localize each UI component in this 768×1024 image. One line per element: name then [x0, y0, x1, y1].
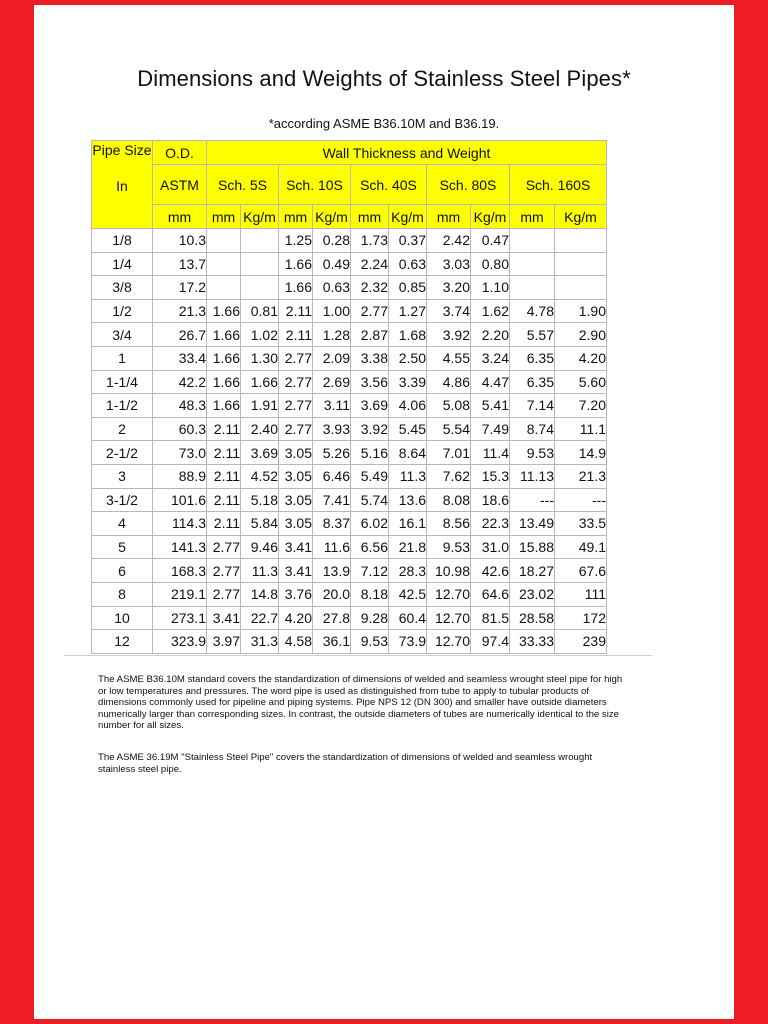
units-row [92, 205, 607, 229]
table-cell [207, 276, 241, 300]
table-cell: 1.66 [207, 346, 241, 370]
table-cell [555, 276, 607, 300]
pipe-size-cell: 1/8 [92, 229, 153, 253]
table-cell: 2.77 [279, 417, 313, 441]
table-cell: 2.11 [207, 512, 241, 536]
table-cell: 273.1 [153, 606, 207, 630]
table-cell: 2.69 [313, 370, 351, 394]
table-cell: 1.66 [241, 370, 279, 394]
table-cell: 3.56 [351, 370, 389, 394]
sch40s-header: Sch. 40S [351, 165, 427, 205]
table-cell [241, 252, 279, 276]
table-cell: 0.49 [313, 252, 351, 276]
table-cell: 13.7 [153, 252, 207, 276]
table-cell: 11.3 [241, 559, 279, 583]
table-cell: 7.12 [351, 559, 389, 583]
unit-header-cell: mm [351, 205, 389, 229]
table-cell: 2.40 [241, 417, 279, 441]
table-cell: 73.0 [153, 441, 207, 465]
sch10s-header: Sch. 10S [279, 165, 351, 205]
table-cell: 11.3 [389, 464, 427, 488]
table-cell: 8.64 [389, 441, 427, 465]
table-cell: 18.27 [510, 559, 555, 583]
paragraph-b36-10m: The ASME B36.10M standard covers the standardization of dimensions of welded and seamless wrought steel pipe for high or low temperatures and pressures. The word pipe is used as distinguished from tube to apply to tubular products of dimensions commonly used for pipeline and piping systems. Pipe NPS 12 (DN 300) and smaller have outside diameters numerically larger than corresponding sizes. In contrast, the outside diameters of tubes are numerically identical to the size number for all sizes. [98, 674, 623, 732]
table-row [92, 276, 607, 300]
table-cell: 0.80 [471, 252, 510, 276]
table-cell: 5.60 [555, 370, 607, 394]
table-cell: 4.58 [279, 630, 313, 654]
table-cell: 13.49 [510, 512, 555, 536]
unit-header-cell: Kg/m [389, 205, 427, 229]
table-cell: 88.9 [153, 464, 207, 488]
table-cell: 0.81 [241, 299, 279, 323]
table-cell: 3.92 [351, 417, 389, 441]
table-cell: 3.05 [279, 488, 313, 512]
table-cell: 1.28 [313, 323, 351, 347]
pipe-size-header: Pipe Size In [92, 141, 153, 229]
table-cell: 31.3 [241, 630, 279, 654]
table-cell: 2.11 [207, 488, 241, 512]
table-cell: 172 [555, 606, 607, 630]
pipe-size-cell: 1-1/4 [92, 370, 153, 394]
table-row [92, 229, 607, 253]
table-cell: 1.68 [389, 323, 427, 347]
table-cell: 5.41 [471, 394, 510, 418]
table-cell: 2.11 [279, 299, 313, 323]
table-row [92, 582, 607, 606]
pipe-size-cell: 2-1/2 [92, 441, 153, 465]
table-cell: 97.4 [471, 630, 510, 654]
table-cell: 3.20 [427, 276, 471, 300]
table-cell: 7.49 [471, 417, 510, 441]
table-cell: 1.25 [279, 229, 313, 253]
table-cell: 2.77 [351, 299, 389, 323]
table-cell: 2.77 [207, 535, 241, 559]
pipe-size-cell: 10 [92, 606, 153, 630]
unit-header-cell: mm [207, 205, 241, 229]
pipe-size-cell: 4 [92, 512, 153, 536]
table-cell: 1.66 [279, 276, 313, 300]
table-cell: 8.18 [351, 582, 389, 606]
table-cell: 42.2 [153, 370, 207, 394]
table-cell: 5.45 [389, 417, 427, 441]
table-cell: 1.00 [313, 299, 351, 323]
table-cell: 81.5 [471, 606, 510, 630]
table-cell: 10.98 [427, 559, 471, 583]
table-cell: 3.41 [279, 535, 313, 559]
table-cell: 6.35 [510, 370, 555, 394]
table-cell: 2.09 [313, 346, 351, 370]
table-row [92, 441, 607, 465]
table-row [92, 370, 607, 394]
table-row [92, 346, 607, 370]
table-cell: 33.5 [555, 512, 607, 536]
table-cell: 2.24 [351, 252, 389, 276]
table-cell: 9.53 [510, 441, 555, 465]
table-cell: 1.62 [471, 299, 510, 323]
unit-header-cell: Kg/m [313, 205, 351, 229]
table-cell: 6.46 [313, 464, 351, 488]
table-cell: 33.4 [153, 346, 207, 370]
table-cell: 15.3 [471, 464, 510, 488]
table-cell: 0.47 [471, 229, 510, 253]
table-cell: 5.49 [351, 464, 389, 488]
table-cell: 8.08 [427, 488, 471, 512]
table-cell: 2.42 [427, 229, 471, 253]
table-cell: 48.3 [153, 394, 207, 418]
table-cell: 9.53 [351, 630, 389, 654]
table-cell: 49.1 [555, 535, 607, 559]
table-cell: 5.18 [241, 488, 279, 512]
table-row [92, 417, 607, 441]
table-cell: 3.05 [279, 512, 313, 536]
table-cell: 3.05 [279, 441, 313, 465]
table-cell: 4.20 [279, 606, 313, 630]
table-cell: 3.41 [207, 606, 241, 630]
table-cell: 2.77 [279, 394, 313, 418]
table-cell: 1.10 [471, 276, 510, 300]
table-cell: 101.6 [153, 488, 207, 512]
table-cell: 219.1 [153, 582, 207, 606]
table-cell: 0.28 [313, 229, 351, 253]
table-cell: 6.56 [351, 535, 389, 559]
table-cell: 323.9 [153, 630, 207, 654]
table-cell: 11.4 [471, 441, 510, 465]
table-cell: 5.74 [351, 488, 389, 512]
table-row [92, 559, 607, 583]
table-cell: 8.74 [510, 417, 555, 441]
table-cell: 7.41 [313, 488, 351, 512]
unit-header-cell: Kg/m [555, 205, 607, 229]
table-cell: 42.5 [389, 582, 427, 606]
pipe-size-cell: 1-1/2 [92, 394, 153, 418]
table-row [92, 394, 607, 418]
table-cell [510, 252, 555, 276]
table-cell: 3.76 [279, 582, 313, 606]
table-cell: 2.11 [279, 323, 313, 347]
table-cell: 20.0 [313, 582, 351, 606]
table-cell: 2.77 [279, 346, 313, 370]
table-cell: 3.97 [207, 630, 241, 654]
unit-header-cell: mm [153, 205, 207, 229]
table-cell: 239 [555, 630, 607, 654]
astm-header: ASTM [153, 165, 207, 205]
table-cell: 0.63 [389, 252, 427, 276]
table-cell: 12.70 [427, 606, 471, 630]
table-cell: 13.9 [313, 559, 351, 583]
table-cell [207, 229, 241, 253]
table-cell: 73.9 [389, 630, 427, 654]
table-cell: 1.90 [555, 299, 607, 323]
table-cell: 3.39 [389, 370, 427, 394]
pipe-size-cell: 3/4 [92, 323, 153, 347]
table-cell: 12.70 [427, 582, 471, 606]
table-cell: 8.56 [427, 512, 471, 536]
table-cell: 5.54 [427, 417, 471, 441]
table-row [92, 464, 607, 488]
table-cell: 13.6 [389, 488, 427, 512]
table-cell: 64.6 [471, 582, 510, 606]
table-cell: 9.28 [351, 606, 389, 630]
table-cell: 5.26 [313, 441, 351, 465]
pipe-size-cell: 3 [92, 464, 153, 488]
table-cell: 0.63 [313, 276, 351, 300]
unit-header-cell: mm [279, 205, 313, 229]
table-cell: 3.74 [427, 299, 471, 323]
table-cell: 4.78 [510, 299, 555, 323]
table-cell: 5.08 [427, 394, 471, 418]
table-cell [510, 229, 555, 253]
table-cell: 5.57 [510, 323, 555, 347]
table-cell: 7.01 [427, 441, 471, 465]
wall-thickness-header: Wall Thickness and Weight [207, 141, 607, 165]
table-cell: 2.32 [351, 276, 389, 300]
table-cell: 17.2 [153, 276, 207, 300]
table-cell: 3.24 [471, 346, 510, 370]
table-cell: 14.8 [241, 582, 279, 606]
pipe-size-cell: 1 [92, 346, 153, 370]
pipe-size-cell: 3-1/2 [92, 488, 153, 512]
table-row [92, 323, 607, 347]
table-cell: 22.3 [471, 512, 510, 536]
table-cell: 141.3 [153, 535, 207, 559]
table-cell: 42.6 [471, 559, 510, 583]
table-cell: 36.1 [313, 630, 351, 654]
table-cell: 6.02 [351, 512, 389, 536]
table-cell: 8.37 [313, 512, 351, 536]
table-cell: 22.7 [241, 606, 279, 630]
table-cell: 21.8 [389, 535, 427, 559]
table-cell: 67.6 [555, 559, 607, 583]
pipe-size-cell: 1/2 [92, 299, 153, 323]
table-cell: 3.92 [427, 323, 471, 347]
table-cell: --- [510, 488, 555, 512]
table-cell: 5.16 [351, 441, 389, 465]
table-cell: 0.85 [389, 276, 427, 300]
table-cell: 6.35 [510, 346, 555, 370]
table-cell: 23.02 [510, 582, 555, 606]
table-cell: 15.88 [510, 535, 555, 559]
table-cell: 1.27 [389, 299, 427, 323]
table-cell: 2.50 [389, 346, 427, 370]
pipe-size-cell: 2 [92, 417, 153, 441]
table-cell: --- [555, 488, 607, 512]
table-cell: 4.06 [389, 394, 427, 418]
table-cell: 26.7 [153, 323, 207, 347]
table-cell: 2.77 [207, 559, 241, 583]
table-cell: 18.6 [471, 488, 510, 512]
sch5s-header: Sch. 5S [207, 165, 279, 205]
unit-header-cell: mm [427, 205, 471, 229]
table-cell: 2.11 [207, 441, 241, 465]
table-cell: 16.1 [389, 512, 427, 536]
table-cell: 168.3 [153, 559, 207, 583]
table-cell: 7.62 [427, 464, 471, 488]
table-cell: 114.3 [153, 512, 207, 536]
table-cell [241, 229, 279, 253]
table-cell: 11.1 [555, 417, 607, 441]
table-row [92, 512, 607, 536]
page-title: Dimensions and Weights of Stainless Steel Pipes* [137, 66, 631, 91]
table-cell: 1.66 [207, 323, 241, 347]
table-cell: 21.3 [555, 464, 607, 488]
table-cell: 4.55 [427, 346, 471, 370]
table-cell: 1.02 [241, 323, 279, 347]
table-cell: 11.13 [510, 464, 555, 488]
table-cell: 4.86 [427, 370, 471, 394]
table-cell: 3.03 [427, 252, 471, 276]
unit-header-cell: mm [510, 205, 555, 229]
table-cell: 21.3 [153, 299, 207, 323]
table-cell: 3.93 [313, 417, 351, 441]
unit-header-cell: Kg/m [241, 205, 279, 229]
table-cell: 5.84 [241, 512, 279, 536]
pipe-size-cell: 3/8 [92, 276, 153, 300]
table-cell [555, 252, 607, 276]
table-cell: 7.14 [510, 394, 555, 418]
table-cell [555, 229, 607, 253]
table-cell: 3.69 [241, 441, 279, 465]
table-cell: 4.47 [471, 370, 510, 394]
sch80s-header: Sch. 80S [427, 165, 510, 205]
table-cell: 11.6 [313, 535, 351, 559]
table-row [92, 630, 607, 654]
table-cell: 0.37 [389, 229, 427, 253]
table-cell: 2.20 [471, 323, 510, 347]
table-cell: 14.9 [555, 441, 607, 465]
table-cell: 1.66 [279, 252, 313, 276]
table-cell: 3.38 [351, 346, 389, 370]
table-cell: 3.69 [351, 394, 389, 418]
table-cell: 9.46 [241, 535, 279, 559]
table-row [92, 535, 607, 559]
table-cell: 3.11 [313, 394, 351, 418]
pipe-size-cell: 5 [92, 535, 153, 559]
table-cell: 1.30 [241, 346, 279, 370]
table-cell: 3.05 [279, 464, 313, 488]
unit-header-cell: Kg/m [471, 205, 510, 229]
table-cell: 12.70 [427, 630, 471, 654]
table-cell: 60.3 [153, 417, 207, 441]
pipe-size-cell: 12 [92, 630, 153, 654]
pipe-size-cell: 8 [92, 582, 153, 606]
table-cell: 60.4 [389, 606, 427, 630]
table-cell: 111 [555, 582, 607, 606]
table-cell: 4.52 [241, 464, 279, 488]
table-cell: 33.33 [510, 630, 555, 654]
table-cell: 1.66 [207, 299, 241, 323]
pipe-dimensions-table [91, 140, 607, 654]
sch160s-header: Sch. 160S [510, 165, 607, 205]
table-cell: 27.8 [313, 606, 351, 630]
table-cell: 10.3 [153, 229, 207, 253]
table-row [92, 488, 607, 512]
table-cell: 1.91 [241, 394, 279, 418]
table-cell: 31.0 [471, 535, 510, 559]
table-cell: 1.66 [207, 370, 241, 394]
table-cell: 7.20 [555, 394, 607, 418]
table-cell: 2.87 [351, 323, 389, 347]
table-cell [241, 276, 279, 300]
table-cell: 2.77 [279, 370, 313, 394]
table-row [92, 299, 607, 323]
table-cell: 2.11 [207, 464, 241, 488]
paragraph-b36-19m: The ASME 36.19M "Stainless Steel Pipe" covers the standardization of dimensions of welded and seamless wrought stainless steel pipe. [98, 752, 593, 775]
table-cell: 1.73 [351, 229, 389, 253]
page-subtitle: *according ASME B36.10M and B36.19. [268, 116, 500, 131]
table-cell: 2.90 [555, 323, 607, 347]
table-cell: 28.58 [510, 606, 555, 630]
table-cell: 4.20 [555, 346, 607, 370]
pipe-size-cell: 6 [92, 559, 153, 583]
od-header: O.D. [153, 141, 207, 165]
divider [64, 655, 652, 656]
table-cell [510, 276, 555, 300]
table-row [92, 252, 607, 276]
table-cell: 28.3 [389, 559, 427, 583]
pipe-size-cell: 1/4 [92, 252, 153, 276]
table-cell: 9.53 [427, 535, 471, 559]
table-cell: 1.66 [207, 394, 241, 418]
table-cell: 2.77 [207, 582, 241, 606]
table-cell [207, 252, 241, 276]
table-cell: 3.41 [279, 559, 313, 583]
table-body [92, 229, 607, 654]
table-cell: 2.11 [207, 417, 241, 441]
table-row [92, 606, 607, 630]
